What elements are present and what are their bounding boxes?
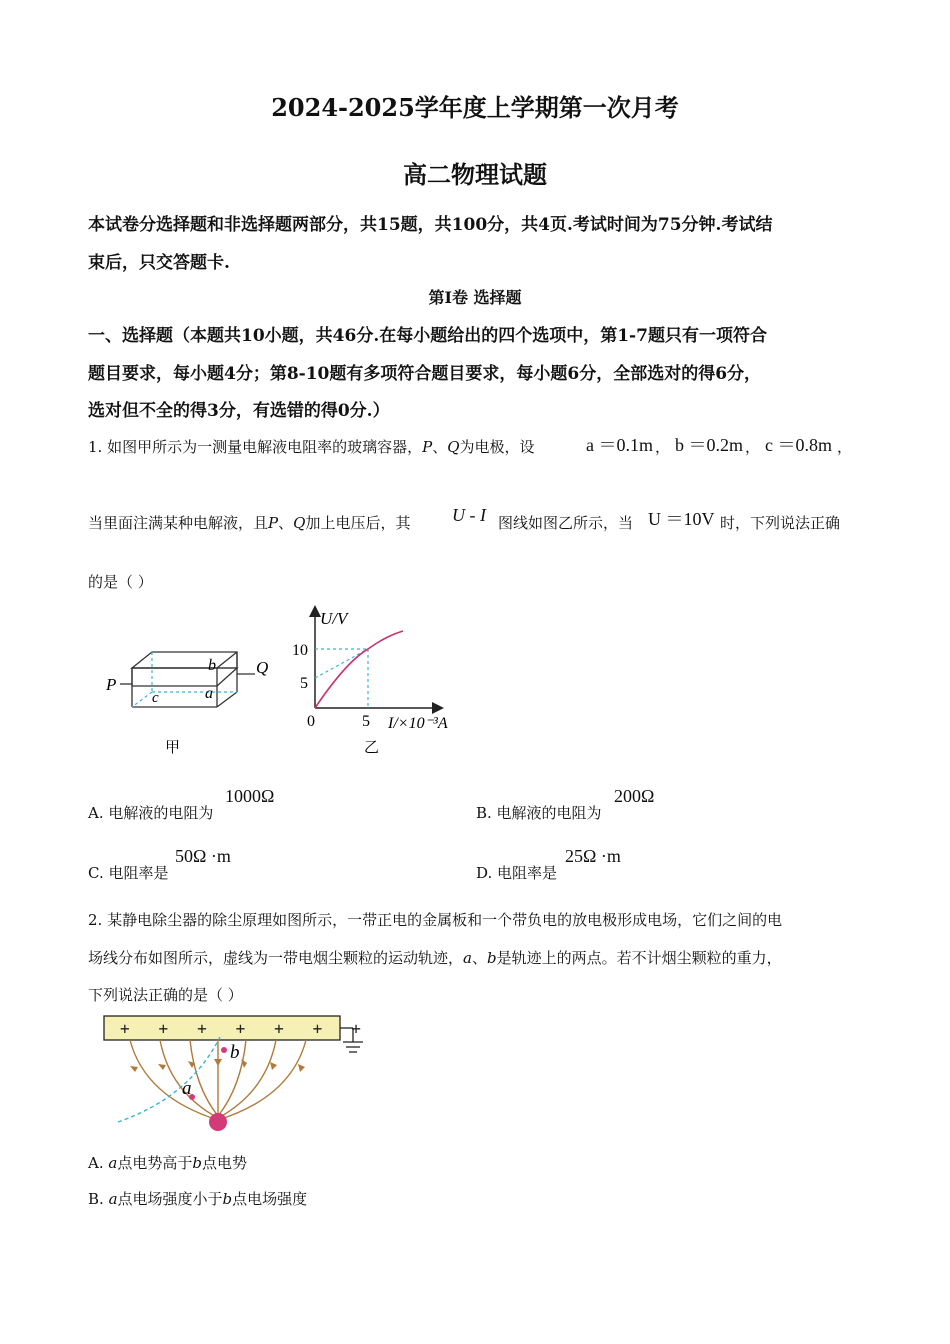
option-var: a xyxy=(108,1190,118,1208)
q2-line-3: 下列说法正确的是（ ） xyxy=(88,986,243,1004)
q1-text: 当里面注满某种电解液，且 xyxy=(88,514,269,532)
option-var: b xyxy=(222,1190,233,1208)
discharge-electrode xyxy=(209,1113,227,1131)
q1-a-value: a ＝0.1m xyxy=(586,435,653,455)
q2-option-a[interactable] xyxy=(88,1152,247,1173)
q1-sep: 、 xyxy=(278,514,294,532)
q1-sep: 、 xyxy=(432,438,448,456)
box-top xyxy=(132,668,237,686)
box-back-top xyxy=(132,652,237,668)
q2-point-b: b xyxy=(486,949,497,967)
q1-line-1 xyxy=(88,436,535,457)
section-line-1: 一、选择题（本题共10小题，共46分.在每小题给出的四个选项中，第1-7题只有一项符合 xyxy=(88,326,767,346)
q2-point-a: a xyxy=(463,949,472,967)
q1-line-2 xyxy=(88,512,410,533)
q2-figure xyxy=(100,1012,380,1137)
q1-text: 为电极，设 xyxy=(459,438,535,456)
option-text: A. xyxy=(88,1154,109,1172)
yi-x-label: I/×10⁻³A xyxy=(388,715,448,732)
section-line-2: 题目要求，每小题4分；第8-10题有多项符合题目要求，每小题6分，全部选对的得6分， xyxy=(88,364,762,384)
option-text: 点电势高于 xyxy=(117,1154,193,1172)
q1-option-c-value: 50Ω ·m xyxy=(175,846,231,866)
q1-electrode-p: P xyxy=(268,514,279,532)
jia-label-q: Q xyxy=(256,658,269,677)
jia-caption: 甲 xyxy=(165,738,181,756)
q1-text: 图线如图乙所示，当 xyxy=(498,514,634,532)
intro-line-1: 本试卷分选择题和非选择题两部分，共15题，共100分，共4页.考试时间为75分钟.考试结 xyxy=(88,215,773,235)
exam-subtitle: 高二物理试题 xyxy=(403,160,547,189)
yi-y-label: U/V xyxy=(320,609,348,628)
q2-option-b[interactable] xyxy=(88,1188,307,1209)
option-text: C. 电阻率是 xyxy=(88,864,169,882)
q1-line-3: 的是（ ） xyxy=(88,573,153,591)
q1-comma: ， xyxy=(837,438,853,456)
plate-plus-signs: + + + + + + + xyxy=(120,1019,361,1038)
yi-tick-x5: 5 xyxy=(362,713,370,730)
q1-b-value: b ＝0.2m xyxy=(675,435,744,455)
option-text: 点电场强度 xyxy=(232,1190,308,1208)
section-title: 第Ⅰ卷 选择题 xyxy=(428,288,522,307)
q1-option-b[interactable] xyxy=(476,802,602,823)
q1-figure-jia xyxy=(100,640,280,760)
option-text: 点电场强度小于 xyxy=(117,1190,223,1208)
yi-tick-10: 10 xyxy=(292,642,308,659)
yi-tick-5: 5 xyxy=(300,675,308,692)
q1-option-a[interactable] xyxy=(88,802,213,823)
exam-title: 2024-2025学年度上学期第一次月考 xyxy=(271,93,679,122)
option-text: D. 电阻率是 xyxy=(476,864,558,882)
option-var: a xyxy=(108,1154,118,1172)
q1-comma: ， xyxy=(655,438,671,456)
ui-curve xyxy=(315,631,403,708)
field-lines xyxy=(130,1040,306,1120)
q1-electrode-p: P xyxy=(422,438,433,456)
q1-electrode-q: Q xyxy=(447,438,460,456)
q1-option-d-value: 25Ω ·m xyxy=(565,846,621,866)
option-var: b xyxy=(192,1154,202,1172)
option-text: A. 电解液的电阻为 xyxy=(88,804,214,822)
option-text: 点电势 xyxy=(201,1154,247,1172)
option-text: B. xyxy=(88,1190,109,1208)
fig-label-a: a xyxy=(182,1078,192,1099)
fig-label-b: b xyxy=(230,1042,240,1063)
q1-text: 时，下列说法正确 xyxy=(720,514,841,532)
jia-label-a: a xyxy=(205,685,213,702)
q2-text: 场线分布如图所示，虚线为一带电烟尘颗粒的运动轨迹， xyxy=(88,949,464,967)
q1-comma: ， xyxy=(745,438,761,456)
q1-text: 加上电压后，其 xyxy=(305,514,411,532)
q1-option-a-value: 1000Ω xyxy=(225,786,275,806)
q2-line-2 xyxy=(88,947,782,968)
q1-figure-yi xyxy=(286,600,466,760)
q1-option-d[interactable] xyxy=(476,862,557,883)
point-b-dot xyxy=(221,1047,227,1053)
jia-label-b: b xyxy=(208,657,216,674)
section-line-3: 选对但不全的得3分，有选错的得0分.） xyxy=(88,401,390,421)
q1-c-value: c ＝0.8m xyxy=(765,435,832,455)
q1-text: 1. 如图甲所示为一测量电解液电阻率的玻璃容器， xyxy=(88,438,423,456)
yi-origin: 0 xyxy=(307,713,315,730)
q2-text: 是轨迹上的两点。若不计烟尘颗粒的重力， xyxy=(496,949,782,967)
q1-u-value: U ＝10V xyxy=(648,509,715,529)
jia-label-c: c xyxy=(152,690,159,706)
jia-label-p: P xyxy=(106,675,117,694)
q1-option-c[interactable] xyxy=(88,862,168,883)
q2-line-1: 2. 某静电除尘器的除尘原理如图所示，一带正电的金属板和一个带负电的放电极形成电场，它们之间的电 xyxy=(88,911,783,929)
q1-ui-label: U - I xyxy=(452,505,486,525)
q1-option-b-value: 200Ω xyxy=(614,786,655,806)
q2-sep: 、 xyxy=(471,949,487,967)
yi-caption: 乙 xyxy=(364,738,380,756)
q1-electrode-q: Q xyxy=(293,514,306,532)
option-text: B. 电解液的电阻为 xyxy=(476,804,602,822)
intro-line-2: 束后，只交答题卡. xyxy=(88,253,230,273)
